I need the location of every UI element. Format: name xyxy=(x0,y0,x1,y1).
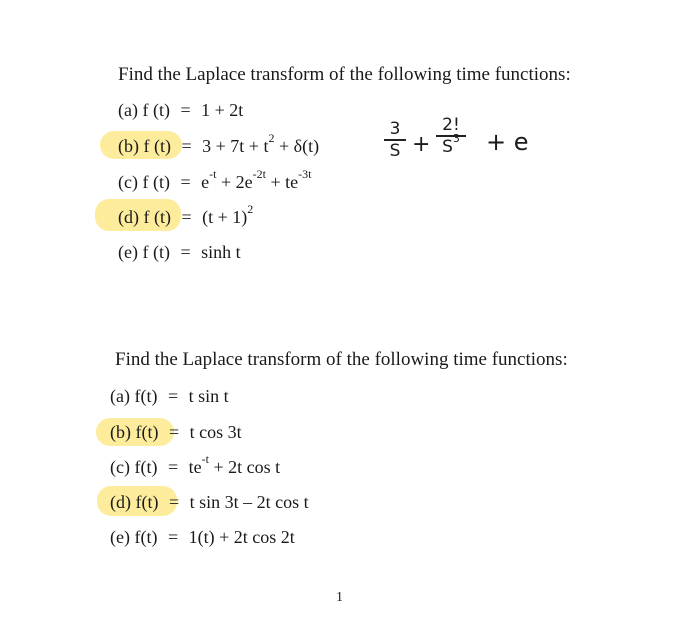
section2-heading: Find the Laplace transform of the following time functions: xyxy=(115,349,568,370)
s2-item-e: (e) f(t) = 1(t) + 2t cos 2t xyxy=(110,527,295,547)
s1-item-d: (d) f $(t) = (t + 1)^2$ xyxy=(118,202,254,227)
handwritten-plus: + xyxy=(412,132,431,157)
s2-item-c: (c) $f(t) = te^{-t} + 2t$ cos t xyxy=(110,452,281,477)
section1-heading: Find the Laplace transform of the following time functions: xyxy=(118,64,571,85)
s1-item-a: (a) f (t) = 1 + 2t xyxy=(118,100,244,120)
page-number: 1 xyxy=(336,590,343,605)
s1-item-b: (b) f $(t) = 3 + 7t + t^2 + \delta(t)$ xyxy=(118,131,320,156)
handwritten-fraction-3-over-s: 3 S xyxy=(384,120,406,160)
handwritten-fraction-2fact-over-s3: 2! $S^3$ xyxy=(436,116,466,156)
handwritten-plus-e: + e xyxy=(486,128,529,156)
s1-item-e: (e) f (t) = sinh t xyxy=(118,242,241,262)
s1-item-c: (c) f $(t) = e^{-t} + 2e^{-2t} + te^{-3t}$ xyxy=(118,167,312,192)
s2-item-a: (a) f(t) = t sin t xyxy=(110,386,229,406)
s2-item-d: (d) f(t) = t sin 3t – 2t cos t xyxy=(110,492,309,512)
s2-item-b: (b) f(t) = t cos 3t xyxy=(110,422,242,442)
